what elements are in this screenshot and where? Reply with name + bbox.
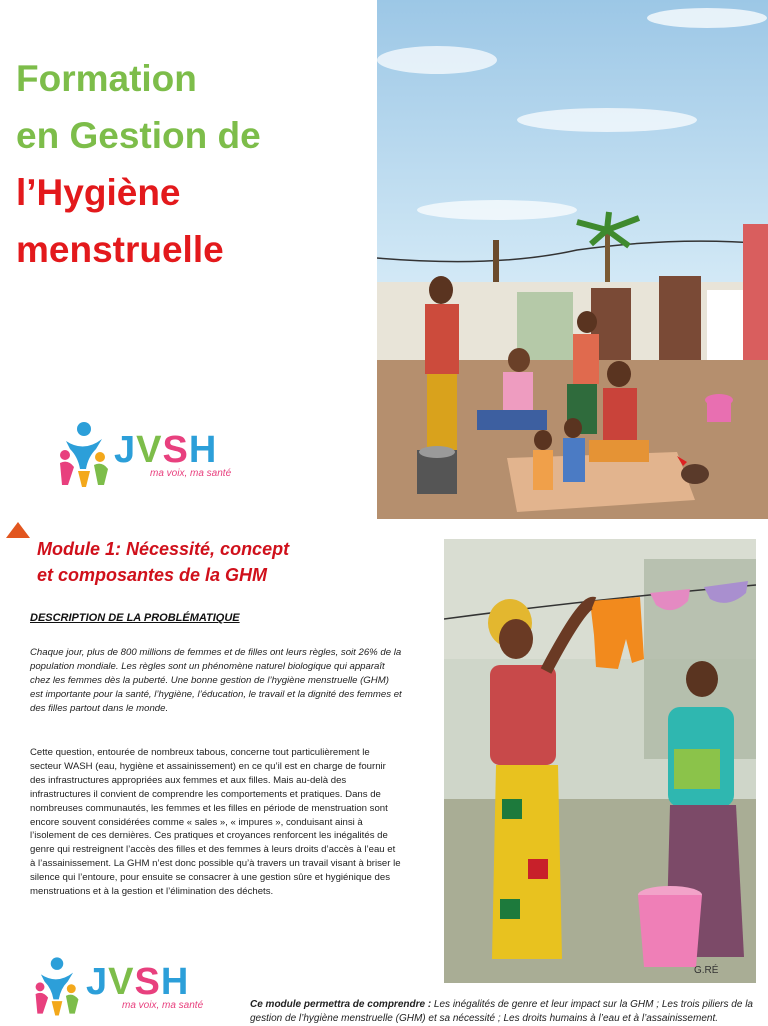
objectives-lead: Ce module permettra de comprendre :	[250, 999, 432, 1010]
village-scene-illustration	[377, 0, 768, 519]
paragraph-body: Cette question, entourée de nombreux tabous, concerne tout particulièrement le secteur WASH (eau, hygiène et assainissement) en ce qu’il est en charge de fournir des infrastructures appropriées aux femmes et aux filles. Mais au-delà des infrastructures il convient de comprendre les comportements et pratiques. Dans de nombreuses communautés, les femmes et les filles en période de menstruation sont encore souvent considérées comme « sales », « impures », conduisant ainsi à l’isolement de ces dernières. Ces pratiques et croyances renforcent les inégalités de genre qui restreignent l’accès des filles et des femmes à leurs droits d’accès à l’eau et à l’assainissement. La GHM n’est donc possible qu’à travers un travail visant à briser le silence qui l’entoure, pour ensuite se consacrer à une gestion sûre et hygiénique des menstruations et à la gestion et l’élimination des déchets.	[30, 747, 401, 898]
section-heading: DESCRIPTION DE LA PROBLÉMATIQUE	[30, 612, 240, 624]
title-line-4: menstruelle	[16, 229, 224, 270]
logo-tagline: ma voix, ma santé	[150, 468, 232, 479]
module-objectives	[250, 998, 764, 1026]
module-title	[37, 536, 367, 588]
module-marker-icon	[6, 522, 30, 538]
module-title-line-2: et composantes de la GHM	[37, 565, 268, 585]
jvsh-logo-top: JVSH ma voix, ma santé	[56, 414, 246, 494]
people-logo-icon	[32, 954, 82, 1018]
module-title-line-1: Module 1: Nécessité, concept	[37, 539, 290, 559]
jvsh-logo-bottom: JVSH ma voix, ma santé	[32, 950, 232, 1022]
artist-signature: G.RÉ	[694, 965, 719, 976]
objectives-text: Les inégalités de genre et leur impact sur la GHM ; Les trois piliers de la gestion de l’hygiène menstruelle (GHM) et sa nécessité ; Les droits humains à l’eau et à l’assainissement.	[250, 999, 753, 1024]
page-title	[16, 50, 366, 278]
title-line-1: Formation	[16, 58, 197, 99]
logo-tagline: ma voix, ma santé	[122, 1000, 204, 1011]
people-logo-icon	[56, 419, 112, 489]
paragraph-intro: Chaque jour, plus de 800 millions de femmes et de filles ont leurs règles, soit 26% de la population mondiale. Les règles sont un phénomène naturel biologique qui apparaît chez les femmes dès la puberté. Une bonne gestion de l’hygiène menstruelle (GHM) est importante pour la santé, l’hygiène, l’éducation, le travail et la dignité des femmes et des filles partout dans le monde.	[30, 647, 402, 714]
laundry-scene-illustration	[444, 539, 756, 983]
title-line-2: en Gestion de	[16, 115, 261, 156]
title-line-3: l’Hygiène	[16, 172, 181, 213]
